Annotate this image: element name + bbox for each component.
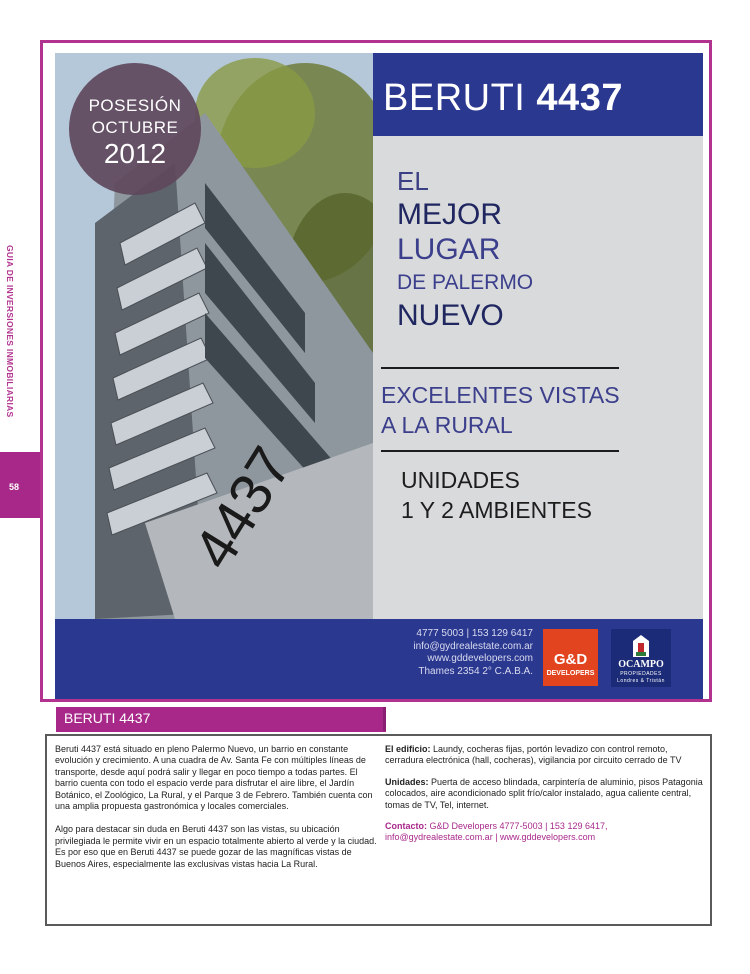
contact-web: www.gddevelopers.com [427, 653, 533, 664]
ocampo-logo [611, 629, 671, 687]
headline-panel [373, 136, 703, 619]
ad-contact [390, 628, 533, 678]
description-paragraph: Beruti 4437 está situado en pleno Palermo Nuevo, un barrio en constante evolución y crecimiento. A una cuadra de Av. Santa Fe con múltiples líneas de transporte, desde aquí podrá salir y llegar en poco tiempo a todas partes. El barrio cuenta con todo el espacio verde para disfrutar el aire libre, el Jardín Botánico, el Zoológico, La Rural, y el Parque 3 de Febrero. También cuenta con una amplia propuesta gastronómica y locales comerciales. [55, 744, 373, 812]
section-header [56, 707, 386, 731]
description-left-column [55, 744, 377, 882]
badge-line2: OCTUBRE [91, 118, 179, 137]
headline-mejor: MEJOR [397, 198, 502, 231]
description-paragraph: Algo para destacar sin duda en Beruti 4437 son las vistas, su ubicación privilegiada le permite vivir en un espacio totalmente abierto al verde y la ciudad. Es por eso que en Beruti 4437 se puede gozar de las magníficas vistas de Buenos Aires, especialmente las exclusivas vistas hacia La Rural. [55, 824, 377, 869]
building-number: 4437 [180, 436, 305, 580]
contacto-label: Contacto: [385, 821, 427, 832]
ad-footer [55, 619, 703, 699]
vistas-line2: A LA RURAL [381, 412, 513, 438]
contacto-paragraph [385, 821, 705, 844]
publication-label: GUIA DE INVERSIONES INMOBILIARIAS [5, 245, 15, 418]
divider [381, 367, 619, 369]
unidades-line1: UNIDADES [401, 467, 520, 493]
contacto-text: G&D Developers 4777-5003 | 153 129 6417, info@gydrealestate.com.ar | www.gddevelopers.com [385, 821, 608, 843]
unidades-text: Puerta de acceso blindada, carpintería de aluminio, pisos Patagonia colocados, aire acondicionado split frío/calor instalado, agua caliente central, tomas de TV, Tel, internet. [385, 776, 703, 810]
ocampo-name: OCAMPO [618, 659, 664, 670]
advertisement [40, 40, 712, 702]
section-title: BERUTI 4437 [64, 710, 151, 726]
ocampo-tag: Londres & Tristán [617, 678, 665, 684]
building-photo [55, 53, 373, 619]
badge-line1: POSESIÓN [88, 96, 182, 115]
gd-developers-logo [543, 629, 598, 686]
gd-logo-main: G&D [553, 651, 588, 668]
ad-title-name: BERUTI [383, 77, 526, 119]
headline-el: EL [397, 166, 429, 196]
section-underline [56, 731, 386, 732]
edificio-paragraph [385, 744, 705, 767]
unidades-paragraph [385, 777, 705, 811]
contact-email: info@gydrealestate.com.ar [413, 640, 533, 652]
description-box [45, 734, 712, 926]
edificio-text: Laundy, cocheras fijas, portón levadizo con control remoto, cerradura electrónica (hall, cocheras), vigilancia por circuito cerrado de TV [385, 744, 682, 766]
edificio-label: El edificio: [385, 744, 431, 754]
description-right-column [385, 744, 705, 854]
ocampo-sub: PROPIEDADES [620, 671, 662, 677]
possession-badge [69, 63, 201, 195]
vistas-line1: EXCELENTES VISTAS [381, 382, 620, 408]
headline-lugar: LUGAR [397, 233, 501, 266]
ocampo-emblem-icon [633, 635, 649, 657]
unidades-line2: 1 Y 2 AMBIENTES [401, 497, 592, 523]
divider [381, 450, 619, 452]
page-number: 58 [9, 482, 20, 492]
page-number-tab [0, 452, 42, 518]
gd-logo-sub: DEVELOPERS [546, 670, 595, 677]
ad-title [373, 53, 703, 136]
headline-nuevo: NUEVO [397, 299, 504, 332]
contact-address: Thames 2354 2° C.A.B.A. [418, 665, 533, 677]
headline-palermo: DE PALERMO [397, 271, 534, 294]
unidades-label: Unidades: [385, 776, 429, 787]
contact-phones: 4777 5003 | 153 129 6417 [416, 628, 533, 639]
ad-title-number: 4437 [536, 77, 623, 119]
badge-year: 2012 [103, 138, 167, 169]
